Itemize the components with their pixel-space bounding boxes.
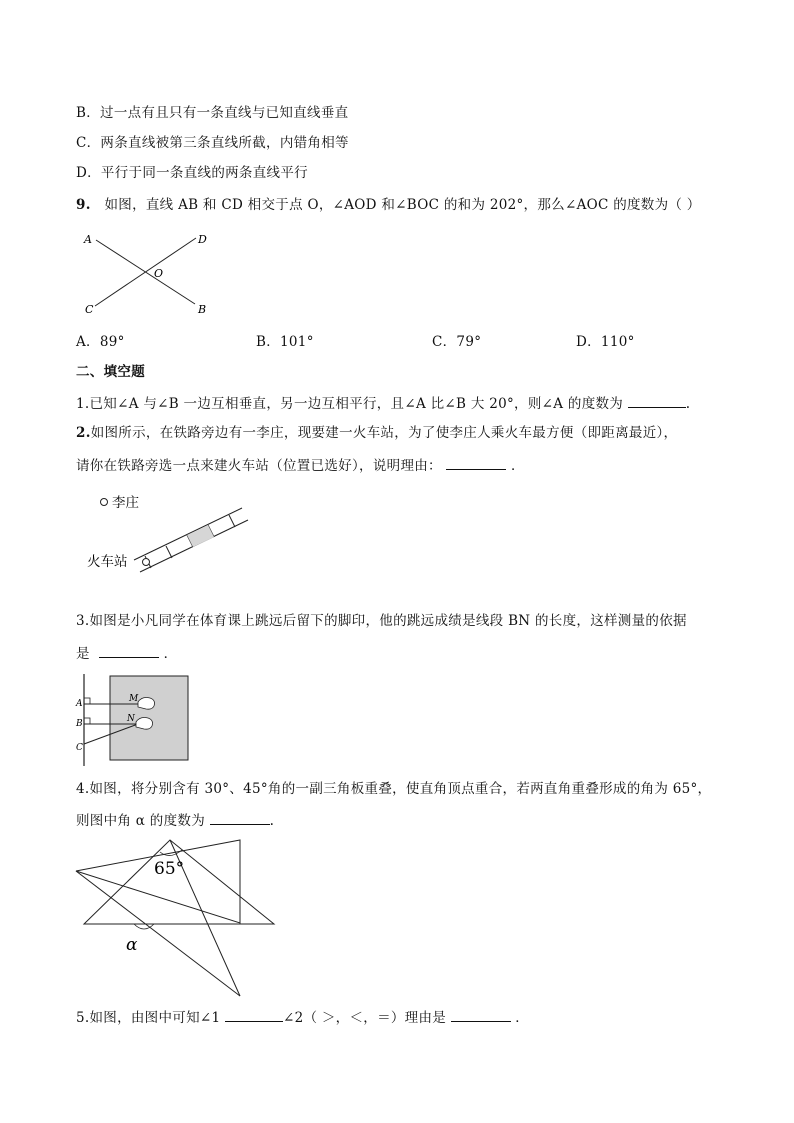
label-n: N: [127, 714, 135, 724]
fill-q4-line1: 4.如图，将分别含有 30°、45°角的一副三角板重叠，使直角顶点重合，若两直角重叠形成的角为 65°，: [76, 781, 712, 797]
fill-q2-line2-text: 请你在铁路旁选一点来建火车站（位置已选好），说明理由：: [76, 458, 442, 474]
fill-q5-part2: ∠2（ ＞，＜，＝）理由是: [282, 1010, 447, 1026]
fill-q2-line1-text: 如图所示，在铁路旁边有一李庄，现要建一火车站，为了使李庄人乘火车最方便（即距离最近），: [90, 425, 678, 441]
fill-q2-end: ．: [511, 458, 525, 474]
q9-option-c: C．79°: [432, 334, 482, 350]
fill-q2-line1: [76, 424, 677, 442]
right-angle-mark: [84, 698, 90, 704]
station-label: 火车站: [87, 554, 128, 570]
q8-option-d: D．平行于同一条直线的两条直线平行: [76, 165, 308, 181]
fill-q3-line2-text: 是: [76, 646, 90, 662]
line-cd: [95, 238, 196, 306]
angle-65-label: 65°: [154, 859, 185, 879]
label-a: A: [76, 699, 83, 709]
triangle-45-hypotenuse: [76, 871, 240, 996]
label-d: D: [198, 233, 207, 246]
q9-option-b: B．101°: [256, 334, 314, 350]
railway-track: [134, 508, 248, 572]
fill-q4-line2-text: 则图中角 α 的度数为: [76, 813, 205, 829]
village-label: 李庄: [112, 495, 139, 511]
label-m: M: [129, 694, 139, 704]
fill-q4-line2: [76, 811, 274, 830]
triangle-45: [76, 840, 240, 923]
triangle-rulers-figure: [74, 838, 278, 1000]
fill-q5: [76, 1008, 529, 1027]
fill-q2-number: 2.: [76, 425, 91, 441]
footprint-n: [136, 718, 153, 730]
q9-number: 9.: [76, 197, 91, 213]
village-point: [101, 499, 108, 506]
angle-alpha-label: α: [126, 935, 138, 955]
q8-option-c: C．两条直线被第三条直线所截，内错角相等: [76, 135, 349, 151]
label-b: B: [76, 719, 83, 729]
fill-q3-end: ．: [163, 646, 178, 662]
q9-intersecting-lines-figure: [80, 228, 220, 320]
footprint-m: [138, 698, 155, 710]
fill-q1-text: 1.已知∠A 与∠B 一边互相垂直，另一边互相平行，且∠A 比∠B 大 20°，则∠A 的度数为: [76, 396, 624, 412]
railway-figure: [82, 486, 252, 576]
label-o: O: [154, 267, 164, 280]
fill-q5-part1: 5.如图，由图中可知∠1: [76, 1010, 221, 1026]
answer-blank: [210, 811, 270, 825]
section-heading-fill-in: 二、填空题: [76, 364, 145, 380]
right-angle-mark: [84, 718, 90, 724]
answer-blank: [628, 394, 686, 408]
label-c: C: [76, 743, 83, 753]
fill-q5-end: ．: [515, 1010, 530, 1026]
q9-option-a: A．89°: [76, 334, 125, 350]
answer-blank: [446, 456, 506, 470]
label-c: C: [85, 303, 94, 316]
answer-blank: [451, 1008, 511, 1022]
fill-q3-line1: 3.如图是小凡同学在体育课上跳远后留下的脚印，他的跳远成绩是线段 BN 的长度，这样测量的依据: [76, 613, 687, 629]
fill-q4-end: .: [269, 813, 275, 829]
label-b: B: [198, 303, 207, 316]
q9-stem-text: 如图，直线 AB 和 CD 相交于点 O，∠AOD 和∠BOC 的和为 202°，那么∠AOC 的度数为（ ）: [104, 197, 701, 213]
answer-blank: [99, 644, 159, 658]
fill-q1: [76, 394, 690, 413]
fill-q2-line2: [76, 456, 525, 475]
answer-blank: [225, 1008, 283, 1022]
q9-stem: [76, 196, 701, 214]
q8-option-b: B．过一点有且只有一条直线与已知直线垂直: [76, 105, 349, 121]
long-jump-figure: [72, 672, 192, 768]
fill-q1-end: .: [685, 396, 691, 412]
station-point: [143, 559, 150, 566]
fill-q3-line2: [76, 644, 177, 663]
label-a: A: [84, 233, 92, 246]
q9-option-d: D．110°: [576, 334, 635, 350]
